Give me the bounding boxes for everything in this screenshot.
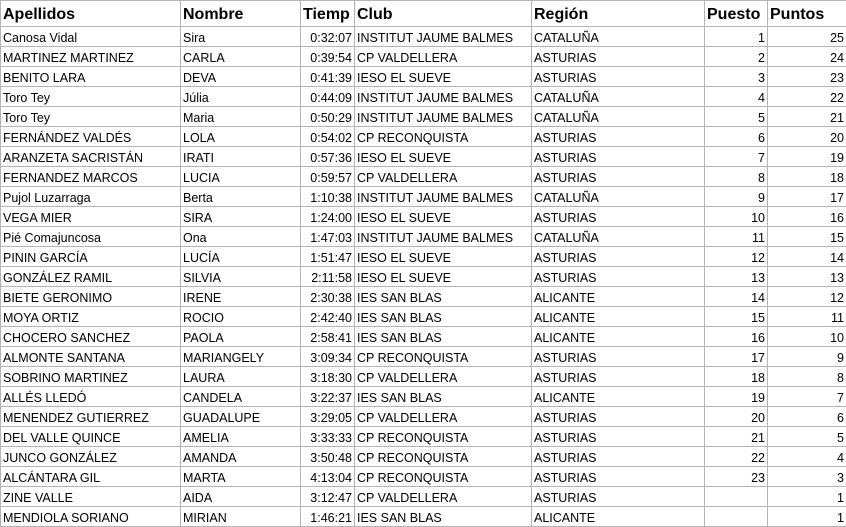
cell-club[interactable]: CP VALDELLERA (355, 407, 532, 427)
cell-club[interactable]: IES SAN BLAS (355, 387, 532, 407)
cell-tiempo[interactable]: 0:39:54 (301, 47, 355, 67)
cell-region[interactable]: ASTURIAS (532, 167, 705, 187)
header-nombre[interactable]: Nombre (181, 1, 301, 27)
header-region[interactable]: Región (532, 1, 705, 27)
cell-nombre[interactable]: SIRA (181, 207, 301, 227)
cell-puntos[interactable]: 13 (768, 267, 846, 287)
cell-puntos[interactable]: 9 (768, 347, 846, 367)
cell-tiempo[interactable]: 0:32:07 (301, 27, 355, 47)
cell-tiempo[interactable]: 3:09:34 (301, 347, 355, 367)
table-row (1, 187, 846, 207)
cell-nombre[interactable]: Ona (181, 227, 301, 247)
table-row (1, 227, 846, 247)
cell-puesto[interactable]: 8 (705, 167, 768, 187)
cell-apellidos[interactable]: SOBRINO MARTINEZ (1, 367, 181, 387)
cell-apellidos[interactable]: MENENDEZ GUTIERREZ (1, 407, 181, 427)
table-row (1, 27, 846, 47)
cell-apellidos[interactable]: ALMONTE SANTANA (1, 347, 181, 367)
cell-club[interactable]: INSTITUT JAUME BALMES (355, 107, 532, 127)
cell-region[interactable]: ASTURIAS (532, 147, 705, 167)
cell-apellidos[interactable]: MENDIOLA SORIANO (1, 507, 181, 527)
cell-tiempo[interactable]: 2:42:40 (301, 307, 355, 327)
cell-puntos[interactable]: 23 (768, 67, 846, 87)
cell-puesto[interactable]: 10 (705, 207, 768, 227)
cell-apellidos[interactable]: Toro Tey (1, 87, 181, 107)
cell-nombre[interactable]: MIRIAN (181, 507, 301, 527)
table-row (1, 427, 846, 447)
table-row (1, 167, 846, 187)
cell-nombre[interactable]: AMANDA (181, 447, 301, 467)
cell-region[interactable]: CATALUÑA (532, 27, 705, 47)
cell-tiempo[interactable]: 4:13:04 (301, 467, 355, 487)
header-puntos[interactable]: Puntos (768, 1, 846, 27)
cell-puntos[interactable]: 16 (768, 207, 846, 227)
cell-region[interactable]: ASTURIAS (532, 47, 705, 67)
cell-puntos[interactable]: 25 (768, 27, 846, 47)
cell-club[interactable]: INSTITUT JAUME BALMES (355, 227, 532, 247)
table-row (1, 307, 846, 327)
header-puesto[interactable]: Puesto (705, 1, 768, 27)
cell-nombre[interactable]: LUCÍA (181, 247, 301, 267)
table-row (1, 367, 846, 387)
table-row (1, 127, 846, 147)
cell-club[interactable]: IES SAN BLAS (355, 507, 532, 527)
cell-puntos[interactable]: 15 (768, 227, 846, 247)
cell-apellidos[interactable]: CHOCERO SANCHEZ (1, 327, 181, 347)
cell-nombre[interactable]: Sira (181, 27, 301, 47)
cell-region[interactable]: ASTURIAS (532, 267, 705, 287)
cell-region[interactable]: ASTURIAS (532, 447, 705, 467)
cell-tiempo[interactable]: 0:54:02 (301, 127, 355, 147)
cell-tiempo[interactable]: 3:18:30 (301, 367, 355, 387)
cell-apellidos[interactable]: VEGA MIER (1, 207, 181, 227)
cell-apellidos[interactable]: JUNCO GONZÁLEZ (1, 447, 181, 467)
cell-puesto[interactable]: 23 (705, 467, 768, 487)
cell-apellidos[interactable]: BIETE GERONIMO (1, 287, 181, 307)
cell-puesto[interactable] (705, 507, 768, 527)
cell-nombre[interactable]: LOLA (181, 127, 301, 147)
cell-apellidos[interactable]: ARANZETA SACRISTÁN (1, 147, 181, 167)
cell-puesto[interactable]: 4 (705, 87, 768, 107)
cell-nombre[interactable]: MARTA (181, 467, 301, 487)
cell-region[interactable]: ASTURIAS (532, 127, 705, 147)
cell-apellidos[interactable]: ALLÉS LLEDÓ (1, 387, 181, 407)
cell-club[interactable]: CP VALDELLERA (355, 167, 532, 187)
cell-tiempo[interactable]: 1:24:00 (301, 207, 355, 227)
cell-club[interactable]: IESO EL SUEVE (355, 207, 532, 227)
cell-puesto[interactable]: 20 (705, 407, 768, 427)
cell-apellidos[interactable]: Canosa Vidal (1, 27, 181, 47)
cell-apellidos[interactable]: FERNANDEZ MARCOS (1, 167, 181, 187)
cell-club[interactable]: IESO EL SUEVE (355, 267, 532, 287)
cell-nombre[interactable]: AIDA (181, 487, 301, 507)
cell-puntos[interactable]: 19 (768, 147, 846, 167)
cell-apellidos[interactable]: Pujol Luzarraga (1, 187, 181, 207)
cell-club[interactable]: INSTITUT JAUME BALMES (355, 87, 532, 107)
cell-region[interactable]: CATALUÑA (532, 187, 705, 207)
table-row (1, 87, 846, 107)
cell-region[interactable]: ASTURIAS (532, 467, 705, 487)
table-row (1, 47, 846, 67)
cell-tiempo[interactable]: 1:10:38 (301, 187, 355, 207)
cell-apellidos[interactable]: MARTINEZ MARTINEZ (1, 47, 181, 67)
table-row (1, 447, 846, 467)
cell-region[interactable]: ASTURIAS (532, 407, 705, 427)
cell-region[interactable]: ASTURIAS (532, 247, 705, 267)
cell-club[interactable]: CP RECONQUISTA (355, 447, 532, 467)
cell-puesto[interactable]: 14 (705, 287, 768, 307)
cell-region[interactable]: ASTURIAS (532, 367, 705, 387)
cell-nombre[interactable]: AMELIA (181, 427, 301, 447)
cell-tiempo[interactable]: 3:12:47 (301, 487, 355, 507)
cell-puntos[interactable]: 20 (768, 127, 846, 147)
cell-region[interactable]: ASTURIAS (532, 67, 705, 87)
table-row (1, 67, 846, 87)
cell-nombre[interactable]: LUCIA (181, 167, 301, 187)
cell-puntos[interactable]: 5 (768, 427, 846, 447)
cell-puesto[interactable]: 15 (705, 307, 768, 327)
cell-club[interactable]: CP RECONQUISTA (355, 127, 532, 147)
cell-club[interactable]: CP VALDELLERA (355, 47, 532, 67)
cell-tiempo[interactable]: 0:44:09 (301, 87, 355, 107)
cell-puesto[interactable]: 19 (705, 387, 768, 407)
cell-nombre[interactable]: ROCIO (181, 307, 301, 327)
cell-puesto[interactable]: 2 (705, 47, 768, 67)
cell-region[interactable]: ALICANTE (532, 327, 705, 347)
table-row (1, 147, 846, 167)
cell-puesto[interactable] (705, 487, 768, 507)
cell-club[interactable]: IESO EL SUEVE (355, 147, 532, 167)
cell-club[interactable]: INSTITUT JAUME BALMES (355, 187, 532, 207)
table-row (1, 487, 846, 507)
cell-club[interactable]: IESO EL SUEVE (355, 67, 532, 87)
cell-region[interactable]: ASTURIAS (532, 207, 705, 227)
cell-nombre[interactable]: IRENE (181, 287, 301, 307)
cell-tiempo[interactable]: 2:30:38 (301, 287, 355, 307)
cell-puesto[interactable]: 3 (705, 67, 768, 87)
cell-tiempo[interactable]: 1:46:21 (301, 507, 355, 527)
cell-apellidos[interactable]: FERNÁNDEZ VALDÉS (1, 127, 181, 147)
cell-region[interactable]: ALICANTE (532, 507, 705, 527)
cell-tiempo[interactable]: 0:50:29 (301, 107, 355, 127)
cell-puntos[interactable]: 1 (768, 487, 846, 507)
cell-club[interactable]: INSTITUT JAUME BALMES (355, 27, 532, 47)
header-apellidos[interactable]: Apellidos (1, 1, 181, 27)
cell-puesto[interactable]: 5 (705, 107, 768, 127)
cell-tiempo[interactable]: 0:57:36 (301, 147, 355, 167)
table-row (1, 407, 846, 427)
cell-puntos[interactable]: 3 (768, 467, 846, 487)
cell-tiempo[interactable]: 1:47:03 (301, 227, 355, 247)
cell-nombre[interactable]: IRATI (181, 147, 301, 167)
cell-puntos[interactable]: 22 (768, 87, 846, 107)
cell-club[interactable]: IES SAN BLAS (355, 327, 532, 347)
cell-nombre[interactable]: GUADALUPE (181, 407, 301, 427)
cell-region[interactable]: ASTURIAS (532, 487, 705, 507)
cell-club[interactable]: CP VALDELLERA (355, 487, 532, 507)
cell-puntos[interactable]: 11 (768, 307, 846, 327)
table-body (1, 27, 846, 527)
cell-nombre[interactable]: Júlia (181, 87, 301, 107)
header-row (1, 1, 846, 27)
cell-puesto[interactable]: 12 (705, 247, 768, 267)
table-row (1, 267, 846, 287)
table-row (1, 387, 846, 407)
cell-region[interactable]: CATALUÑA (532, 87, 705, 107)
header-tiempo[interactable]: Tiemp (301, 1, 355, 27)
table-header (1, 1, 846, 27)
cell-region[interactable]: ALICANTE (532, 307, 705, 327)
cell-club[interactable]: CP RECONQUISTA (355, 427, 532, 447)
cell-nombre[interactable]: Berta (181, 187, 301, 207)
cell-tiempo[interactable]: 3:22:37 (301, 387, 355, 407)
cell-region[interactable]: CATALUÑA (532, 107, 705, 127)
cell-puesto[interactable]: 17 (705, 347, 768, 367)
cell-nombre[interactable]: Maria (181, 107, 301, 127)
cell-puntos[interactable]: 7 (768, 387, 846, 407)
cell-tiempo[interactable]: 1:51:47 (301, 247, 355, 267)
cell-puntos[interactable]: 1 (768, 507, 846, 527)
cell-nombre[interactable]: SILVIA (181, 267, 301, 287)
cell-puesto[interactable]: 11 (705, 227, 768, 247)
table-row (1, 347, 846, 367)
cell-region[interactable]: ALICANTE (532, 287, 705, 307)
cell-puntos[interactable]: 4 (768, 447, 846, 467)
cell-puntos[interactable]: 8 (768, 367, 846, 387)
cell-apellidos[interactable]: GONZÁLEZ RAMIL (1, 267, 181, 287)
cell-puesto[interactable]: 7 (705, 147, 768, 167)
cell-apellidos[interactable]: ZINE VALLE (1, 487, 181, 507)
cell-club[interactable]: IES SAN BLAS (355, 307, 532, 327)
cell-club[interactable]: CP VALDELLERA (355, 367, 532, 387)
cell-puesto[interactable]: 9 (705, 187, 768, 207)
cell-apellidos[interactable]: ALCÁNTARA GIL (1, 467, 181, 487)
cell-puntos[interactable]: 6 (768, 407, 846, 427)
cell-puesto[interactable]: 22 (705, 447, 768, 467)
table-row (1, 247, 846, 267)
cell-puesto[interactable]: 1 (705, 27, 768, 47)
cell-apellidos[interactable]: MOYA ORTIZ (1, 307, 181, 327)
cell-club[interactable]: CP RECONQUISTA (355, 467, 532, 487)
cell-nombre[interactable]: PAOLA (181, 327, 301, 347)
cell-puntos[interactable]: 21 (768, 107, 846, 127)
cell-tiempo[interactable]: 3:50:48 (301, 447, 355, 467)
cell-tiempo[interactable]: 3:33:33 (301, 427, 355, 447)
cell-puesto[interactable]: 13 (705, 267, 768, 287)
cell-puntos[interactable]: 18 (768, 167, 846, 187)
cell-puesto[interactable]: 18 (705, 367, 768, 387)
cell-apellidos[interactable]: PININ GARCÍA (1, 247, 181, 267)
cell-apellidos[interactable]: Toro Tey (1, 107, 181, 127)
cell-puesto[interactable]: 6 (705, 127, 768, 147)
cell-puesto[interactable]: 21 (705, 427, 768, 447)
cell-puntos[interactable]: 14 (768, 247, 846, 267)
table-row (1, 327, 846, 347)
cell-region[interactable]: CATALUÑA (532, 227, 705, 247)
table-row (1, 507, 846, 527)
cell-apellidos[interactable]: BENITO LARA (1, 67, 181, 87)
table-row (1, 467, 846, 487)
cell-nombre[interactable]: LAURA (181, 367, 301, 387)
header-club[interactable]: Club (355, 1, 532, 27)
cell-apellidos[interactable]: Pié Comajuncosa (1, 227, 181, 247)
cell-region[interactable]: ASTURIAS (532, 427, 705, 447)
cell-tiempo[interactable]: 3:29:05 (301, 407, 355, 427)
table-row (1, 287, 846, 307)
cell-region[interactable]: ALICANTE (532, 387, 705, 407)
cell-puntos[interactable]: 10 (768, 327, 846, 347)
cell-nombre[interactable]: DEVA (181, 67, 301, 87)
cell-tiempo[interactable]: 0:41:39 (301, 67, 355, 87)
cell-club[interactable]: IES SAN BLAS (355, 287, 532, 307)
cell-puntos[interactable]: 24 (768, 47, 846, 67)
cell-puesto[interactable]: 16 (705, 327, 768, 347)
table-row (1, 207, 846, 227)
cell-tiempo[interactable]: 0:59:57 (301, 167, 355, 187)
cell-puntos[interactable]: 17 (768, 187, 846, 207)
cell-nombre[interactable]: CANDELA (181, 387, 301, 407)
cell-club[interactable]: CP RECONQUISTA (355, 347, 532, 367)
cell-apellidos[interactable]: DEL VALLE QUINCE (1, 427, 181, 447)
cell-club[interactable]: IESO EL SUEVE (355, 247, 532, 267)
cell-nombre[interactable]: MARIANGELY (181, 347, 301, 367)
cell-nombre[interactable]: CARLA (181, 47, 301, 67)
cell-tiempo[interactable]: 2:58:41 (301, 327, 355, 347)
cell-puntos[interactable]: 12 (768, 287, 846, 307)
table-row (1, 107, 846, 127)
cell-region[interactable]: ASTURIAS (532, 347, 705, 367)
cell-tiempo[interactable]: 2:11:58 (301, 267, 355, 287)
